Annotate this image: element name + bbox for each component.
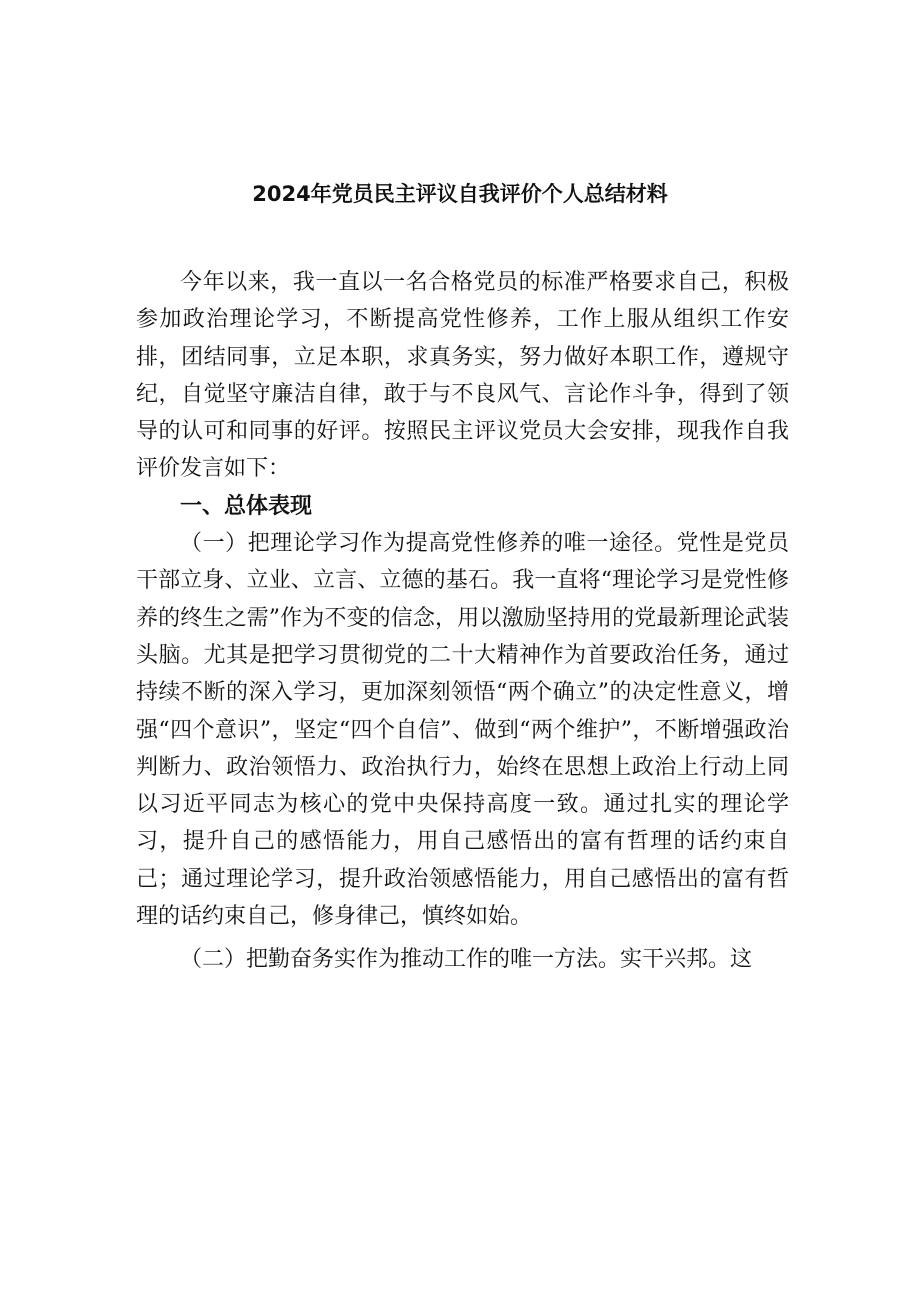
section-paragraph-theory-study: （一）把理论学习作为提高党性修养的唯一途径。党性是党员干部立身、立业、立言、立德的基石。我一直将“理论学习是党性修养的终生之需”作为不变的信念，用以激励坚持用的党最新理论武装头脑。尤其是把学习贯彻党的二十大精神作为首要政治任务，通过持续不断的深入学习，更加深刻领悟“两个确立”的决定性意义，增强“四个意识”，坚定“四个自信”、做到“两个维护”，不断增强政治判断力、政治领悟力、政治执行力，始终在思想上政治上行动上同以习近平同志为核心的党中央保持高度一致。通过扎实的理论学习，提升自己的感悟能力，用自己感悟出的富有哲理的话约束自己；通过理论学习，提升政治领感悟能力，用自己感悟出的富有哲理的话约束自己，修身律己，慎终如始。 [136, 531, 789, 930]
intro-paragraph: 今年以来，我一直以一名合格党员的标准严格要求自己，积极参加政治理论学习，不断提高党性修养，工作上服从组织工作安排，团结同事，立足本职，求真务实，努力做好本职工作，遵规守纪，自觉坚守廉洁自律，敢于与不良风气、言论作斗争，得到了领导的认可和同事的好评。按照民主评议党员大会安排，现我作自我评价发言如下： [136, 270, 789, 482]
section-heading-overall: 一、总体表现 [180, 493, 313, 519]
document-title: 2024年党员民主评议自我评价个人总结材料 [252, 182, 668, 206]
section-paragraph-diligence: （二）把勤奋务实作为推动工作的唯一方法。实干兴邦。这 [180, 947, 753, 973]
document-body [136, 264, 789, 979]
